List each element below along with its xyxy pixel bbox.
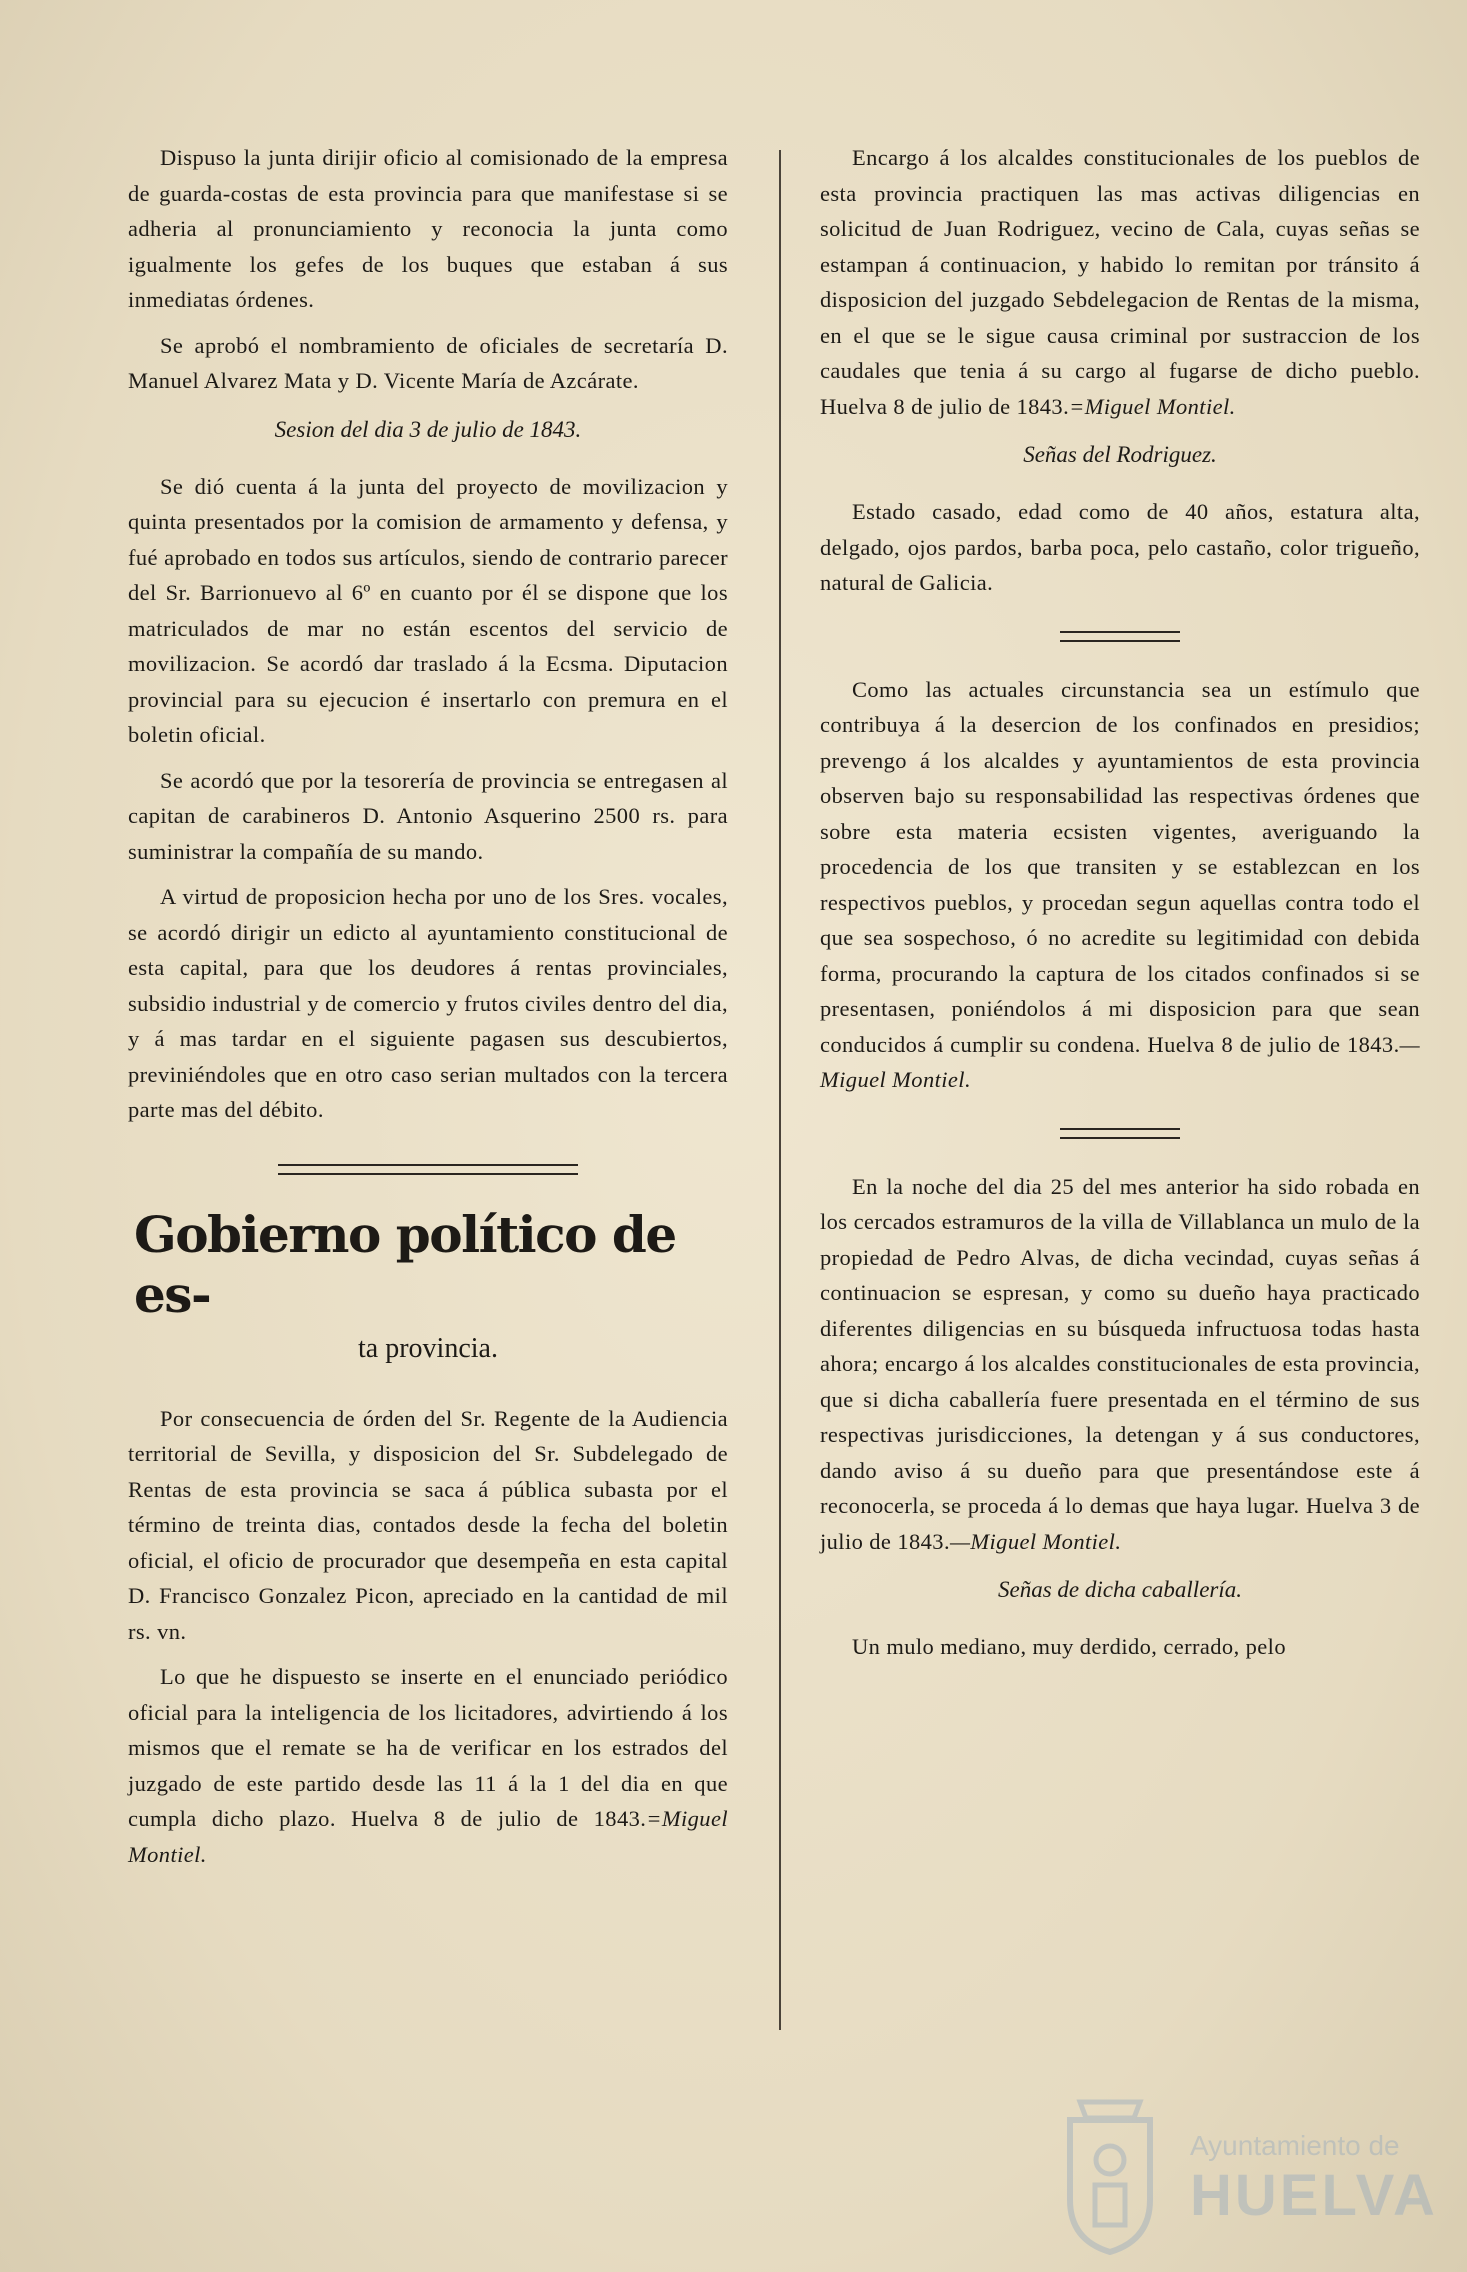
signature: —Miguel Montiel. [949,1528,1122,1554]
section-rule [278,1164,578,1175]
paragraph-text: Como las actuales circunstancia sea un estímulo que contribuya á la desercion de los confinados en presidios; prevengo á los alcaldes y ayuntamientos de esta provincia observen bajo su responsabilidad las respectivas órdenes que sobre esta materia ecsisten vigentes, averiguando la procedencia de los que transiten y se establezcan en los respectivos pueblos, y procedan segun aquellas contra todo el que sea sospechoso, ó no acredite su legitimidad con debida forma, procurando la captura de los citados confinados si se presentasen, poniéndolos á mi disposicion para que sean conducidos á cumplir su condena. Huelva 8 de julio de 1843. [820,676,1420,1057]
senas-heading: Señas del Rodriguez. [1023,442,1217,467]
section-subtitle: ta provincia. [358,1332,498,1364]
column-divider [779,150,781,2030]
paragraph: Un mulo mediano, muy derdido, cerrado, pelo [852,1634,1286,1659]
paragraph: A virtud de proposicion hecha por uno de los Sres. vocales, se acordó dirigir un edicto al ayuntamiento constitucional de esta capital, para que los deudores á rentas provinciales, subsidio industrial y de comercio y frutos civiles dentro del dia, y á mas tardar en el siguiente pagasen sus descubiertos, previniéndoles que en otro caso serian multados con la tercera parte mas del débito. [128,884,728,1122]
signature: —Miguel Montiel. [820,1031,1420,1092]
signature: =Miguel Montiel. [128,1806,728,1867]
watermark-label: Ayuntamiento de [1190,2130,1400,2161]
right-column [820,140,1420,1675]
paragraph-text: Lo que he dispuesto se inserte en el enunciado periódico oficial para la inteligencia de los licitadores, advirtiendo á los mismos que el remate se ha de verificar en los estrados del juzgado de este partido desde las 11 á la 1 del dia en que cumpla dicho plazo. Huelva 8 de julio de 1843. [128,1664,728,1831]
paragraph: Se aprobó el nombramiento de oficiales de secretaría D. Manuel Alvarez Mata y D. Vicente María de Azcárate. [128,332,728,393]
session-heading: Sesion del dia 3 de julio de 1843. [274,416,582,442]
paragraph: Por consecuencia de órden del Sr. Regente de la Audiencia territorial de Sevilla, y disposicion del Sr. Subdelegado de Rentas de esta provincia se saca á pública subasta por el término de treinta dias, contados desde la fecha del boletin oficial, el oficio de procurador que desempeña en esta capital D. Francisco Gonzalez Picon, apreciado en la cantidad de mil rs. vn. [128,1405,728,1644]
signature: =Miguel Montiel. [1069,393,1236,419]
left-column [128,140,728,1882]
paragraph-text: En la noche del dia 25 del mes anterior ha sido robada en los cercados estramuros de la villa de Villablanca un mulo de la propiedad de Pedro Alvas, de dicha vecindad, cuyas señas á continuacion se espresan, y como su dueño haya practicado diferentes diligencias en su búsqueda infructuosa todas hasta ahora; encargo á los alcaldes constitucionales de esta provincia, que si dicha caballería fuere presentada en el término de sus respectivas jurisdicciones, la detengan y á sus conductores, dando aviso á su dueño para que presentándose este á reconocerla, se proceda á lo demas que haya lugar. Huelva 3 de julio de 1843. [820,1173,1420,1554]
paragraph: Dispuso la junta dirijir oficio al comisionado de la empresa de guarda-costas de esta provincia para que manifestase si se adheria al pronunciamiento y reconocia la junta como igualmente los gefes de los buques que estaban á sus inmediatas órdenes. [128,145,728,312]
section-rule [1060,1128,1180,1139]
paragraph: Estado casado, edad como de 40 años, estatura alta, delgado, ojos pardos, barba poca, pelo castaño, color trigueño, natural de Galicia. [820,499,1420,595]
paragraph [128,1659,728,1872]
section-title: Gobierno político de es- [134,1204,676,1324]
senas-heading: Señas de dicha caballería. [997,1577,1242,1602]
paragraph-text: Encargo á los alcaldes constitucionales de los pueblos de esta provincia practiquen las mas activas diligencias en solicitud de Juan Rodriguez, vecino de Cala, cuyas señas se estampan á continuacion, y habido lo remitan por tránsito á disposicion del juzgado Sebdelegacion de Rentas de la misma, en el que se le sigue causa criminal por sustraccion de los caudales que tenia á su cargo al fugarse de dicho pueblo. Huelva 8 de julio de 1843. [820,145,1420,419]
section-rule [1060,631,1180,642]
paragraph: Se acordó que por la tesorería de provincia se entregasen al capitan de carabineros D. Antonio Asquerino 2500 rs. para suministrar la compañía de su mando. [128,767,728,864]
paragraph [820,1169,1420,1560]
coat-of-arms-icon [1050,2090,1170,2255]
paragraph [820,140,1420,424]
watermark [1050,2090,1438,2260]
paragraph: Se dió cuenta á la junta del proyecto de movilizacion y quinta presentados por la comision de armamento y defensa, y fué aprobado en todos sus artículos, siendo de contrario parecer del Sr. Barrionuevo al 6º en cuanto por él se dispone que los matriculados de mar no están escentos del servicio de movilizacion. Se acordó dar traslado á la Ecsma. Diputacion provincial para su ejecucion é insertarlo con premura en el boletin oficial. [128,473,728,747]
watermark-name: HUELVA [1190,2163,1438,2228]
paragraph [820,672,1420,1098]
